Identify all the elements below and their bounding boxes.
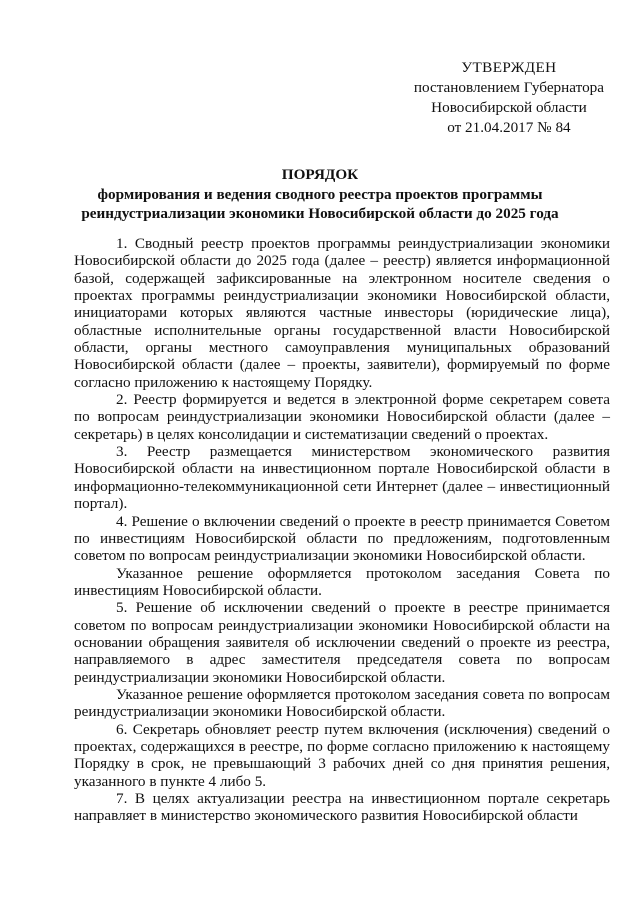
paragraph-4-note: Указанное решение оформляется протоколом заседания Совета по инвестициям Новосибирской области. [74, 564, 610, 599]
paragraph-7: 7. В целях актуализации реестра на инвестиционном портале секретарь направляет в министерство экономического развития Новосибирской области [74, 790, 610, 825]
approval-heading: УТВЕРЖДЕН [461, 59, 557, 76]
paragraph-2: 2. Реестр формируется и ведется в электронной форме секретарем совета по вопросам реиндустриализации экономики Новосибирской области (далее – секретарь) в целях консолидации и систематизации сведений о проектах. [74, 391, 610, 443]
paragraph-1: 1. Сводный реестр проектов программы реиндустриализации экономики Новосибирской области до 2025 года (далее – реестр) является информационной базой, содержащей зафиксированные на электронном носителе сведения о проектах программы реиндустриализации экономики Новосибирской области, инициаторами которых являются частные инвесторы (юридические лица), областные исполнительные органы государственной власти Новосибирской области, органы местного самоуправления муниципальных образований Новосибирской области (далее – проекты, заявители), формируемый по форме согласно приложению к настоящему Порядку. [74, 235, 610, 391]
paragraph-3: 3. Реестр размещается министерством экономического развития Новосибирской области на инвестиционном портале Новосибирской области в информационно-телекоммуникационной сети Интернет (далее – инвестиционный портал). [74, 443, 610, 513]
approval-stamp [414, 58, 604, 138]
title-line-2: формирования и ведения сводного реестра проектов программы [97, 185, 543, 203]
title-line-1: ПОРЯДОК [281, 166, 359, 183]
paragraph-5-note: Указанное решение оформляется протоколом заседания совета по вопросам реиндустриализации экономики Новосибирской области. [74, 685, 610, 721]
paragraph-6: 6. Секретарь обновляет реестр путем включения (исключения) сведений о проектах, содержащихся в реестре, по форме согласно приложению к настоящему Порядку в срок, не превышающий 3 рабочих дней со дня принятия решения, указанного в пункте 4 либо 5. [74, 720, 610, 790]
paragraph-4: 4. Решение о включении сведений о проекте в реестр принимается Советом по инвестициям Новосибирской области по предложениям, подготовленным советом по вопросам реиндустриализации экономики Новосибирской области. [74, 512, 610, 565]
approval-line-3: от 21.04.2017 № 84 [447, 119, 571, 136]
paragraph-5: 5. Решение об исключении сведений о проекте в реестре принимается советом по вопросам реиндустриализации экономики Новосибирской области на основании обращения заявителя об исключении сведений о проекте из реестра, направляемого в адрес заместителя председателя совета по вопросам реиндустриализации экономики Новосибирской области. [74, 599, 610, 686]
document-body [74, 235, 610, 825]
approval-line-1: постановлением Губернатора [413, 79, 604, 96]
approval-line-2: Новосибирской области [431, 99, 587, 116]
title-line-3: реиндустриализации экономики Новосибирской области до 2025 года [81, 205, 559, 222]
document-title [40, 165, 600, 224]
